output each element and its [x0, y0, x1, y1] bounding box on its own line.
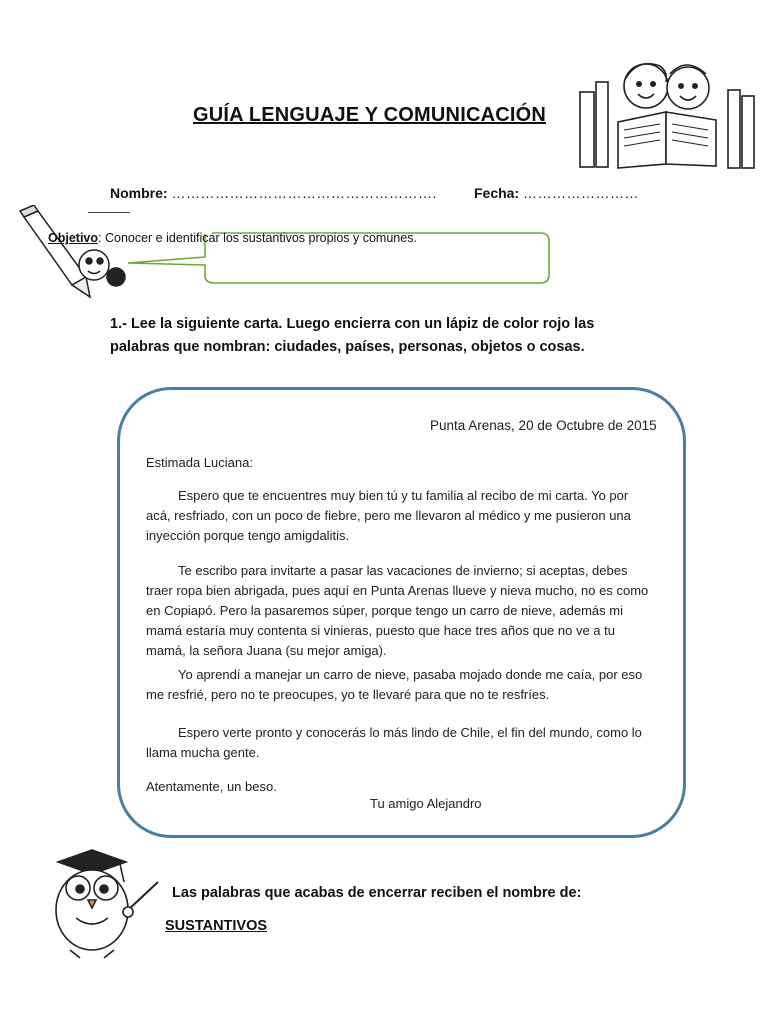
fecha-blank: …………………… [523, 185, 640, 201]
letter-signature: Tu amigo Alejandro [370, 796, 482, 811]
instruction-text: 1.- Lee la siguiente carta. Luego encierra con un lápiz de color rojo las palabras que nombran: ciudades, países, personas, objetos o cosas. [110, 316, 595, 355]
pencil-mascot-icon [20, 205, 125, 297]
page-title: GUÍA LENGUAJE Y COMUNICACIÓN [193, 104, 547, 126]
letter-paragraph [146, 665, 656, 705]
letter-closing: Atentamente, un beso. [146, 779, 277, 794]
nombre-label: Nombre: [110, 185, 168, 201]
fecha-field[interactable] [474, 185, 639, 201]
kids-reading-illustration [578, 52, 758, 172]
owl-teacher-icon [40, 848, 165, 963]
letter-paragraph-text: Yo aprendí a manejar un carro de nieve, pasaba mojado donde me caía, por eso me resfrié, pero no te preocupes, yo te llevaré para que no te resfríes. [146, 667, 643, 702]
fecha-label: Fecha: [474, 185, 520, 201]
letter-date: Punta Arenas, 20 de Octubre de 2015 [430, 418, 657, 433]
letter-paragraph [146, 486, 656, 546]
letter-paragraph-text: Te escribo para invitarte a pasar las vacaciones de invierno; si aceptas, debes traer ropa bien abrigada, pues aquí en Punta Arenas llueve y nieva mucho, no es como en Copiapó. Pero la pasaremos súper, porque tengo un carro de nieve, además mi mamá estaría muy contenta si vinieras, puesto que hace tres años que no ve a tu mamá, la señora Juana (su mejor amiga). [146, 563, 649, 658]
objective-text [48, 231, 417, 245]
letter-paragraph [146, 723, 656, 763]
letter-paragraph-text: Espero verte pronto y conocerás lo más lindo de Chile, el fin del mundo, como lo llama mucha gente. [146, 725, 642, 760]
letter-greeting: Estimada Luciana: [146, 455, 253, 470]
objective-body: : Conocer e identificar los sustantivos propios y comunes. [98, 231, 417, 245]
letter-paragraph [146, 561, 656, 661]
nombre-field[interactable] [110, 185, 437, 201]
nombre-blank: ………………………………………………. [171, 185, 437, 201]
answer-text: SUSTANTIVOS [165, 918, 268, 934]
closing-question: Las palabras que acabas de encerrar reciben el nombre de: [172, 885, 582, 901]
speech-bubble [0, 205, 560, 305]
letter-paragraph-text: Espero que te encuentres muy bien tú y tu familia al recibo de mi carta. Yo por acá, resfriado, con un poco de fiebre, pero me llevaron al médico y me pusieron una inyección porque tengo amigdalitis. [146, 488, 631, 543]
objective-label: Objetivo [48, 231, 99, 245]
